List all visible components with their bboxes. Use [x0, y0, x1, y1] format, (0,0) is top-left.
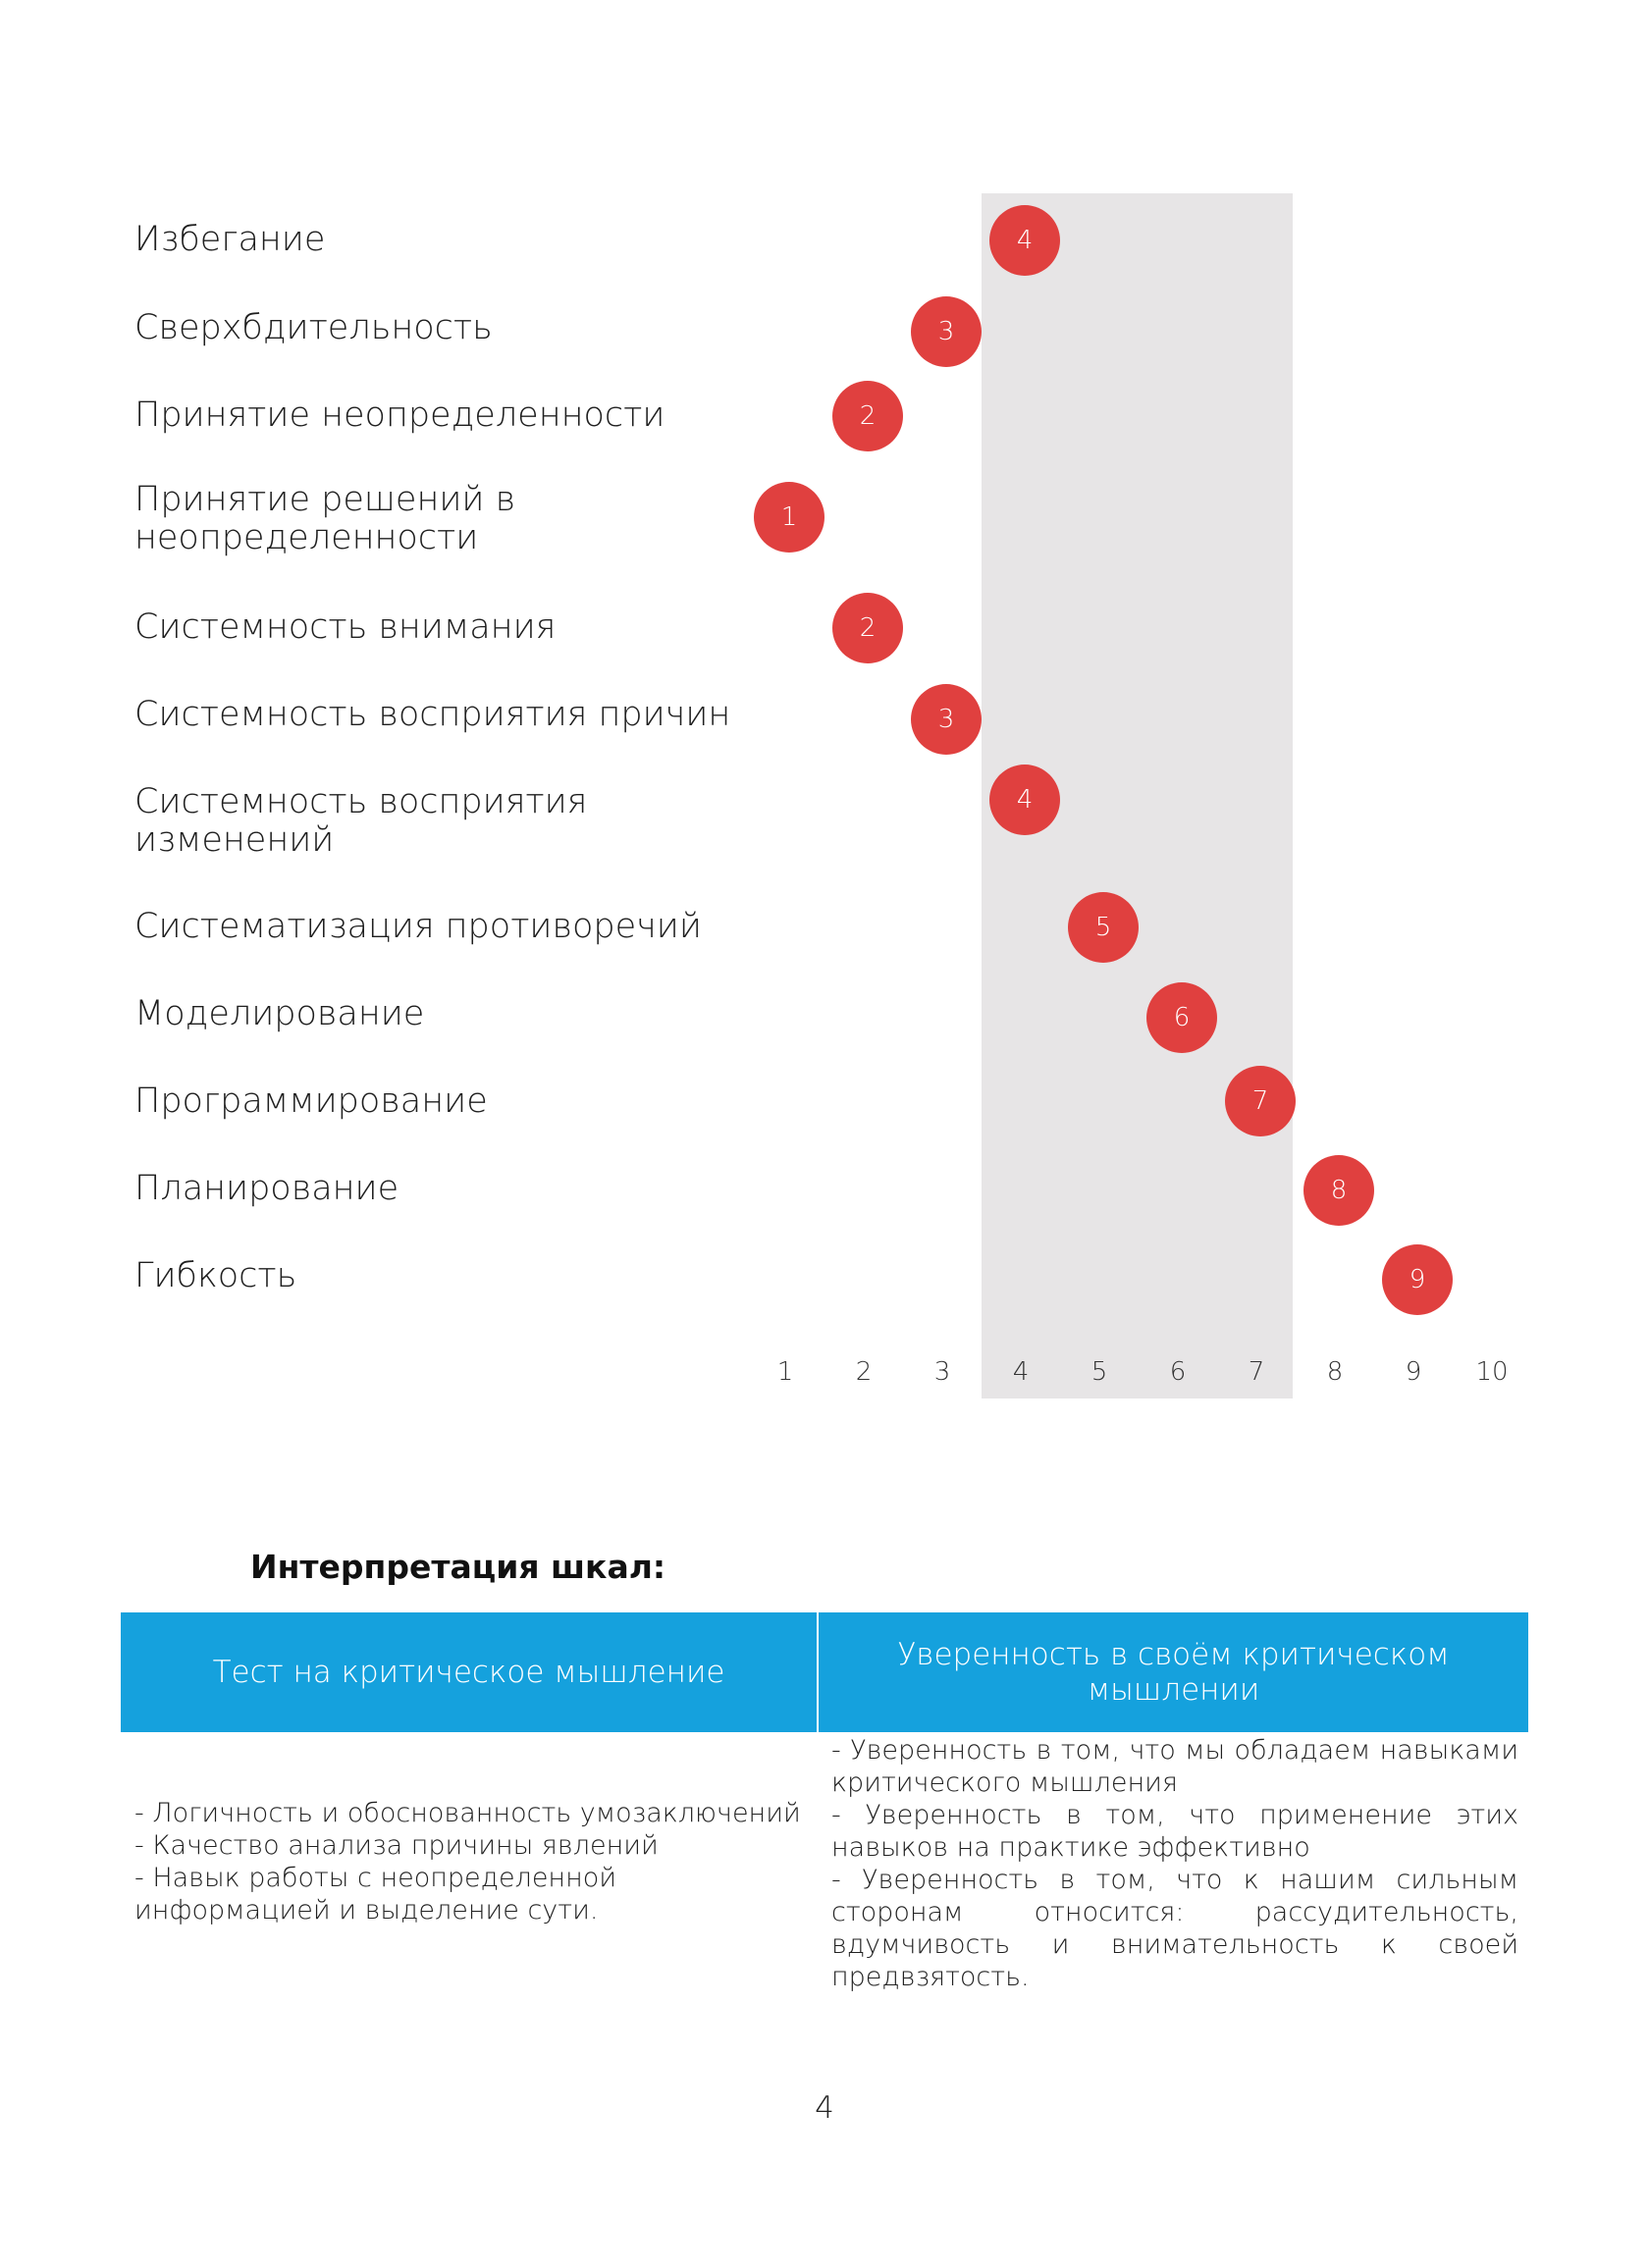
- scale-label: Систематизация противоречий: [134, 907, 702, 946]
- x-tick-label: 2: [855, 1357, 873, 1387]
- x-tick-label: 9: [1405, 1357, 1422, 1387]
- list-item: - Уверенность в том, что мы обладаем навыками критического мышления: [831, 1735, 1518, 1798]
- header-confidence: Уверенность в своём критическом мышлении: [897, 1637, 1450, 1708]
- score-dot: 4: [989, 765, 1060, 835]
- scale-label: Системность восприятия причин: [134, 695, 731, 734]
- list-item: - Логичность и обоснованность умозаключений: [134, 1798, 801, 1828]
- list-item: - Качество анализа причины явлений: [134, 1830, 659, 1861]
- list-item: - Уверенность в том, что применение этих навыков на практике эффективно: [831, 1800, 1518, 1863]
- score-dot: 7: [1225, 1066, 1296, 1136]
- table-header: [121, 1612, 1528, 1732]
- scale-label: Сверхбдительность: [134, 308, 493, 347]
- x-tick-label: 6: [1169, 1357, 1187, 1387]
- scale-label: Программирование: [134, 1081, 488, 1121]
- page-number: 4: [815, 2090, 834, 2126]
- list-item: - Навык работы с неопределенной информацией и выделение сути.: [134, 1863, 617, 1925]
- interpretation-title: Интерпретация шкал:: [250, 1548, 666, 1586]
- score-dot: 3: [911, 296, 982, 367]
- x-tick-label: 1: [776, 1357, 794, 1387]
- scale-label: Системность внимания: [134, 607, 557, 647]
- score-dot: 9: [1382, 1244, 1453, 1315]
- scale-label: Гибкость: [134, 1256, 297, 1295]
- score-dot: 5: [1068, 892, 1139, 963]
- list-item: - Уверенность в том, что к нашим сильным сторонам относится: рассудительность, вдумчивость и внимательность к своей предвзятость.: [831, 1865, 1518, 1992]
- x-tick-label: 3: [933, 1357, 951, 1387]
- header-critical-thinking-test: Тест на критическое мышление: [121, 1612, 819, 1732]
- table-body: [121, 1732, 1528, 1993]
- scale-label: Моделирование: [134, 994, 425, 1033]
- x-tick-label: 10: [1475, 1357, 1509, 1387]
- score-dot: 2: [832, 593, 903, 663]
- score-dot: 1: [754, 482, 824, 553]
- score-dot: 3: [911, 684, 982, 755]
- scale-label: Принятие решений в неопределенности: [134, 480, 516, 557]
- cell-critical-thinking-test: [121, 1732, 817, 1993]
- scale-label: Избегание: [134, 220, 326, 259]
- score-dot: 2: [832, 381, 903, 451]
- score-dot: 4: [989, 205, 1060, 276]
- x-tick-label: 7: [1248, 1357, 1265, 1387]
- x-tick-label: 5: [1090, 1357, 1108, 1387]
- score-dot: 6: [1146, 982, 1217, 1053]
- x-tick-label: 8: [1326, 1357, 1344, 1387]
- scale-label: Системность восприятия изменений: [134, 782, 588, 860]
- interpretation-table: [121, 1612, 1528, 1993]
- cell-confidence: [817, 1732, 1528, 1993]
- score-dot: 8: [1303, 1155, 1374, 1226]
- x-tick-label: 4: [1012, 1357, 1030, 1387]
- scale-label: Планирование: [134, 1169, 399, 1208]
- scale-label: Принятие неопределенности: [134, 396, 665, 435]
